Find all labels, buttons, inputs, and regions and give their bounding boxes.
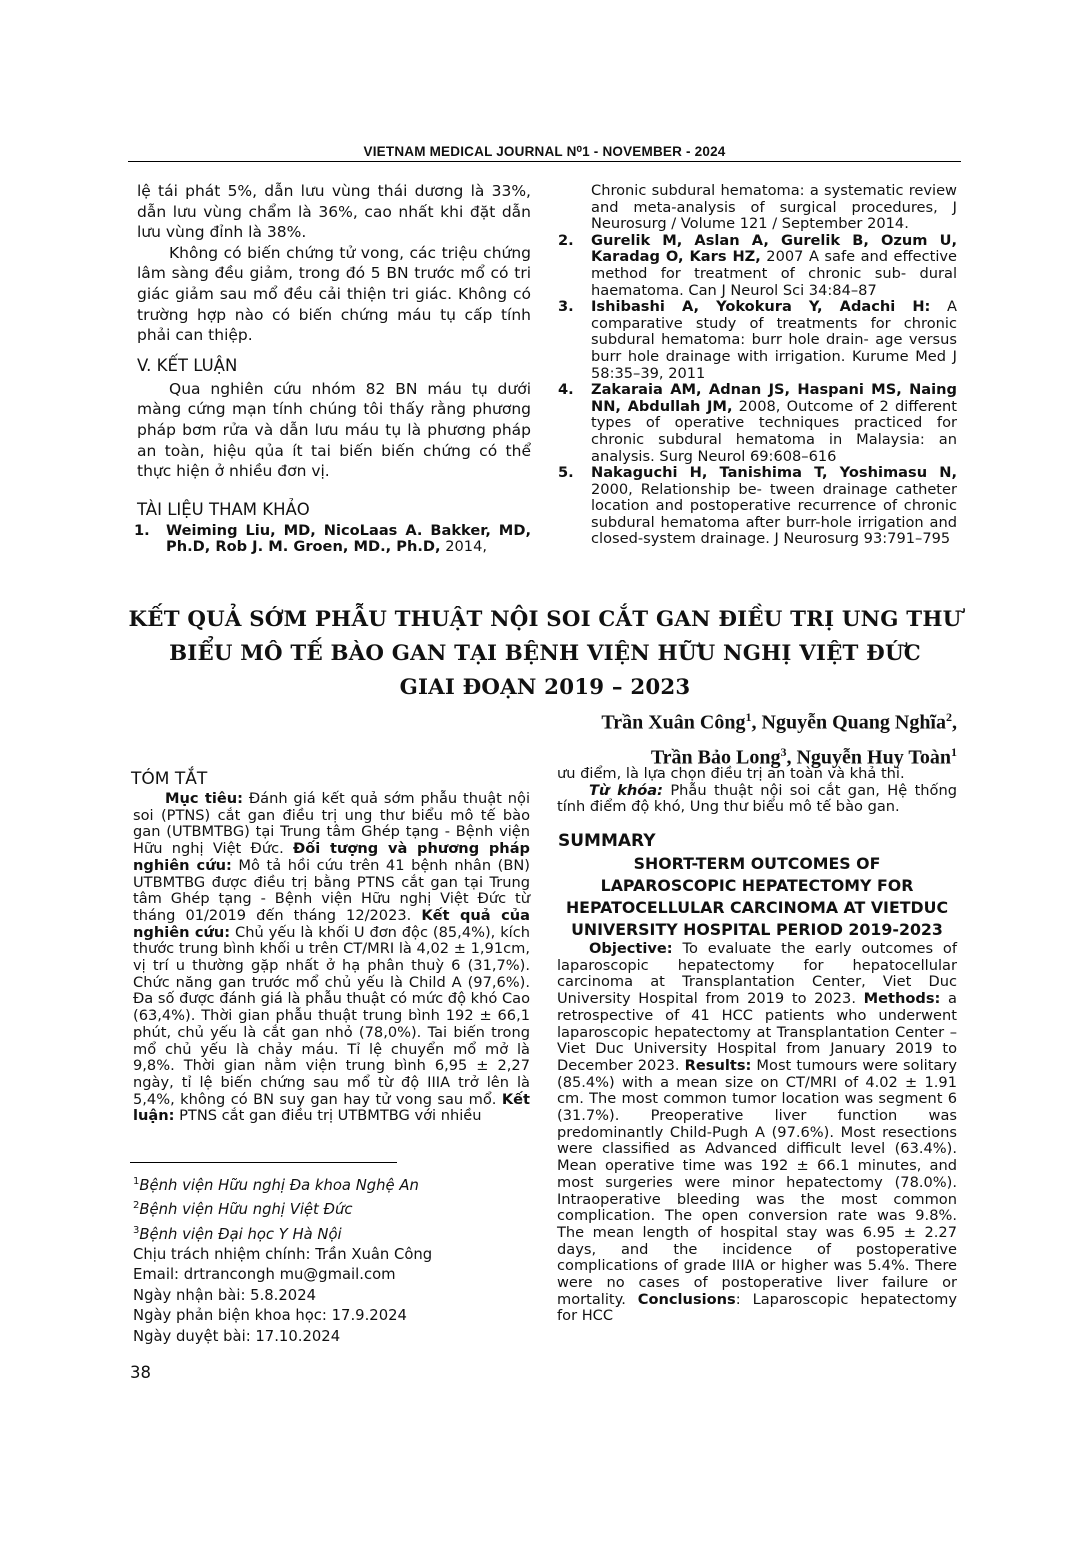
reference-3-text: A comparative study of treatments for chronic subdural hematoma: burr hole drain- age versus burr hole drainage with irrigation. Kurume Med J 58:35–39, 2011 [591, 298, 957, 382]
affiliation-2-number: 2 [133, 1200, 140, 1212]
article-authors [520, 703, 957, 772]
abstract-results-label: Kết quả của nghiên cứu: [133, 906, 530, 941]
abstract-vietnamese-continued [557, 766, 957, 816]
summary-title-line-4: UNIVERSITY HOSPITAL PERIOD 2019-2023 [571, 920, 943, 939]
email: Email: drtrancongh mu@gmail.com [133, 1266, 396, 1284]
summary-results-text: Most tumours were solitary (85.4%) with a mean size on CT/MRI of 4.02 ± 1.91 cm. The most common tumor location was segment 6 (31.7%). Preoperative liver function was predominantly Child-Pugh A (97.6%). Most resections were classified as Advanced difficult level (63.4%). Mean operative time was 192 ± 66.1 minutes, and most surgeries were minor hepatectomy (78.0%). Intraoperative bleeding was the most common complication. The open conversion rate was 9.8%. The mean length of hospital stay was 6.95 ± 2.27 days, and the incidence of postoperative complications of grade IIIA or higher was 5.4%. There were no cases of postoperative liver failure or mortality. [557, 1056, 957, 1308]
affiliation-1-number: 1 [133, 1176, 140, 1187]
author-4: Nguyễn Huy Toàn [796, 746, 951, 769]
summary-conclusions-label: Conclusions [637, 1290, 736, 1308]
affiliation-3 [133, 1221, 533, 1245]
keywords-label: Từ khóa: [589, 781, 663, 799]
reference-5-number: 5. [558, 464, 574, 482]
reference-2 [558, 233, 957, 299]
conclusion-paragraph: Qua nghiên cứu nhóm 82 BN máu tụ dưới màng cứng mạn tính chúng tôi thấy rằng phương pháp bơm rửa và dẫn lưu máu tụ là phương pháp an toàn, hiệu qủa ít tai biến biến chứng có thể thực hiện ở nhiều đơn vị. [137, 379, 531, 481]
left-column-top [134, 181, 531, 556]
affiliation-3-text: Bệnh viện Đại học Y Hà Nội [139, 1225, 342, 1243]
reference-5-authors: Nakaguchi H, Tanishima T, Yoshimasu N, [591, 464, 957, 482]
reference-1 [134, 521, 531, 556]
summary-methods-text: a retrospective of 41 HCC patients who underwent laparoscopic hepatectomy at Transplantation Center – Viet Duc University Hospital from January 2019 to December 2023. [557, 990, 957, 1074]
reference-4-authors: Zakaraia AM, Adnan JS, Haspani MS, Naing NN, Abdullah JM, [591, 381, 957, 415]
abstract-objective-text: Đánh giá kết quả sớm phẫu thuật nội soi (PTNS) cắt gan điều trị ung thư biểu mô tế bào gan (UTBMTBG) tại Trung tâm Ghép tạng - Bệnh viện Hữu nghị Việt Đức. [133, 790, 530, 858]
author-3: Trần Bảo Long [650, 746, 781, 769]
article-title [125, 603, 965, 705]
reference-2-authors: Gurelik M, Aslan A, Gurelik B, Ozum U, Karadag O, Kars HZ, [591, 231, 957, 266]
date-accepted: Ngày duyệt bài: 17.10.2024 [133, 1327, 341, 1345]
footnotes [133, 1172, 533, 1347]
abstract-results-text: Chủ yếu là khối U đơn độc (85,4%), kích thước trung bình khối u trên CT/MRI là 4,02 ± 1,91cm, vị trí u thường gặp nhất ở hạ phân thuỳ 6 (31,7%). Chức năng gan trước mổ chủ yếu là Child A (97,6%). Đa số được đánh giá là phẫu thuật có mức độ khó Cao (63,4%). Thời gian phẫu thuật trung bình 192 ± 66,1 phút, chủ yếu là cắt gan nhỏ (78,0%). Tai biến trong mổ chủ yếu là chảy máu. Tỉ lệ chuyển mổ mở là 9,8%. Thời gian nằm viện trung bình 6,95 ± 2,27 ngày, tỉ lệ biến chứng sau mổ từ độ IIIA trở lên là 5,4%, không có BN suy gan hay tử vong sau mổ. [133, 923, 530, 1108]
reference-4-text: 2008, Outcome of 2 different types of operative techniques practiced for chronic subdural hematoma in Malaysia: an analysis. Surg Neurol 69:608–616 [591, 397, 957, 465]
affiliation-2 [133, 1196, 533, 1220]
author-1-affiliation: 1 [745, 710, 752, 724]
reference-5-text: 2000, Relationship be- tween drainage catheter location and postoperative recurrence of chronic subdural hematoma after burr-hole irrigation and closed-system drainage. J Neurosurg 93:791–795 [591, 480, 957, 548]
conclusion-heading: V. KẾT LUẬN [137, 355, 238, 375]
affiliation-3-number: 3 [133, 1224, 140, 1236]
date-reviewed: Ngày phản biện khoa học: 17.9.2024 [133, 1307, 407, 1325]
journal-header: VIETNAM MEDICAL JOURNAL N⁰1 - NOVEMBER - 2024 [363, 144, 726, 159]
reference-2-number: 2. [558, 231, 574, 249]
summary-title [557, 853, 957, 941]
results-paragraph-end: lệ tái phát 5%, dẫn lưu vùng thái dương là 33%, dẫn lưu vùng chẩm là 36%, cao nhất khi đặt dẫn lưu vùng đỉnh là 38%. [137, 182, 531, 242]
summary-title-line-1: SHORT-TERM OUTCOMES OF [633, 854, 881, 873]
results-paragraph-complications: Không có biến chứng tử vong, các triệu chứng lâm sàng đều giảm, trong đó 5 BN trước mổ có tri giác giảm sau mổ đều cải thiện tri giác. Không có trường hợp nào có biến chứng máu tụ cấp tính phải can thiệp. [137, 243, 531, 345]
reference-5 [558, 465, 957, 548]
summary-conclusions-text: : Laparoscopic hepatectomy for HCC [557, 1290, 957, 1325]
author-2-affiliation: 2 [946, 710, 952, 724]
abstract-objective-label: Mục tiêu: [165, 790, 243, 807]
summary-title-line-2: LAPAROSCOPIC HEPATECTOMY FOR [600, 876, 914, 895]
reference-3-authors: Ishibashi A, Yokokura Y, Adachi H: [591, 298, 931, 316]
summary-results-label: Results: [684, 1056, 752, 1074]
abstract-conclusion-continued: ưu điểm, là lựa chọn điều trị an toàn và khả thi. [557, 765, 905, 782]
summary-body [557, 941, 957, 1325]
keywords-text: Phẫu thuật nội soi cắt gan, Hệ thống tính điểm độ khó, Ung thư biểu mô tế bào gan. [557, 781, 957, 816]
summary-heading: SUMMARY [558, 831, 656, 851]
authors-line-2: Trần Bảo Long$^3$, Nguyễn Huy Toàn$^1$ [650, 744, 957, 769]
abstract-methods-label: Đối tượng và phương pháp nghiên cứu: [133, 840, 530, 874]
summary-objective-text: To evaluate the early outcomes of laparoscopic hepatectomy for hepatocellular carcinoma at Transplantation Center, Viet Duc University Hospital from 2019 to 2023. [557, 940, 957, 1008]
author-3-affiliation: 3 [780, 744, 787, 759]
abstract-vietnamese [133, 791, 530, 1125]
author-1: Trần Xuân Công [601, 711, 746, 734]
abstract-conclusion-label: Kết luận: [133, 1090, 530, 1125]
abstract-conclusion-text: PTNS cắt gan điều trị UTBMTBG với nhiều [174, 1107, 482, 1125]
date-received: Ngày nhận bài: 5.8.2024 [133, 1286, 317, 1304]
references-heading: TÀI LIỆU THAM KHẢO [137, 499, 310, 519]
summary-objective-label: Objective: [589, 940, 673, 957]
footnote-rule [130, 1162, 397, 1163]
reference-3 [558, 299, 957, 382]
abstract-heading: TÓM TẮT [131, 769, 208, 789]
abstract-vietnamese-body [133, 791, 530, 1125]
summary-english [557, 941, 957, 1325]
affiliation-2-text: Bệnh viện Hữu nghị Việt Đức [139, 1201, 353, 1219]
reference-4 [558, 382, 957, 465]
reference-2-text: 2007 A safe and effective method for treatment of chronic sub- dural haematoma. Can J Neurol Sci 34:84–87 [591, 248, 957, 299]
abstract-methods-text: Mô tả hồi cứu trên 41 bệnh nhân (BN) UTBMTBG được điều trị bằng PTNS cắt gan tại Trung tâm Ghép tạng - Bệnh viện Hữu nghị Việt Đức từ tháng 01/2019 đến tháng 12/2023. [133, 856, 530, 924]
reference-1-year: 2014, [440, 538, 487, 556]
article-title-line-2: BIỂU MÔ TẾ BÀO GAN TẠI BỆNH VIỆN HỮU NGHỊ VIỆT ĐỨC [169, 641, 921, 666]
author-4-affiliation: 1 [951, 744, 957, 759]
reference-4-number: 4. [558, 381, 574, 399]
article-title-line-1: KẾT QUẢ SỚM PHẪU THUẬT NỘI SOI CẮT GAN ĐIỀU TRỊ UNG THƯ [128, 607, 962, 632]
page-number: 38 [130, 1363, 151, 1382]
article-title-line-3: GIAI ĐOẠN 2019 – 2023 [399, 675, 691, 700]
corresponding-author: Chịu trách nhiệm chính: Trần Xuân Công [133, 1245, 433, 1263]
affiliation-1 [133, 1172, 533, 1196]
reference-1-continued: Chronic subdural hematoma: a systematic review and meta-analysis of surgical procedures, J Neurosurg / Volume 121 / September 2014. [591, 182, 957, 233]
authors-line-1: Trần Xuân Công$^1$, Nguyễn Quang Nghĩa$^2$, [601, 710, 957, 734]
reference-1-number: 1. [134, 521, 150, 539]
header-rule [128, 161, 961, 162]
author-2: Nguyễn Quang Nghĩa [761, 711, 946, 734]
affiliation-1-text: Bệnh viện Hữu nghị Đa khoa Nghệ An [139, 1176, 419, 1194]
summary-methods-label: Methods: [863, 990, 941, 1008]
summary-title-line-3: HEPATOCELLULAR CARCINOMA AT VIETDUC [565, 898, 949, 917]
reference-3-number: 3. [558, 298, 574, 316]
right-column-references [558, 182, 957, 548]
reference-1-authors: Weiming Liu, MD, NicoLaas A. Bakker, MD, Ph.D, Rob J. M. Groen, MD., Ph.D, [166, 521, 531, 556]
keywords-vietnamese [557, 783, 957, 816]
